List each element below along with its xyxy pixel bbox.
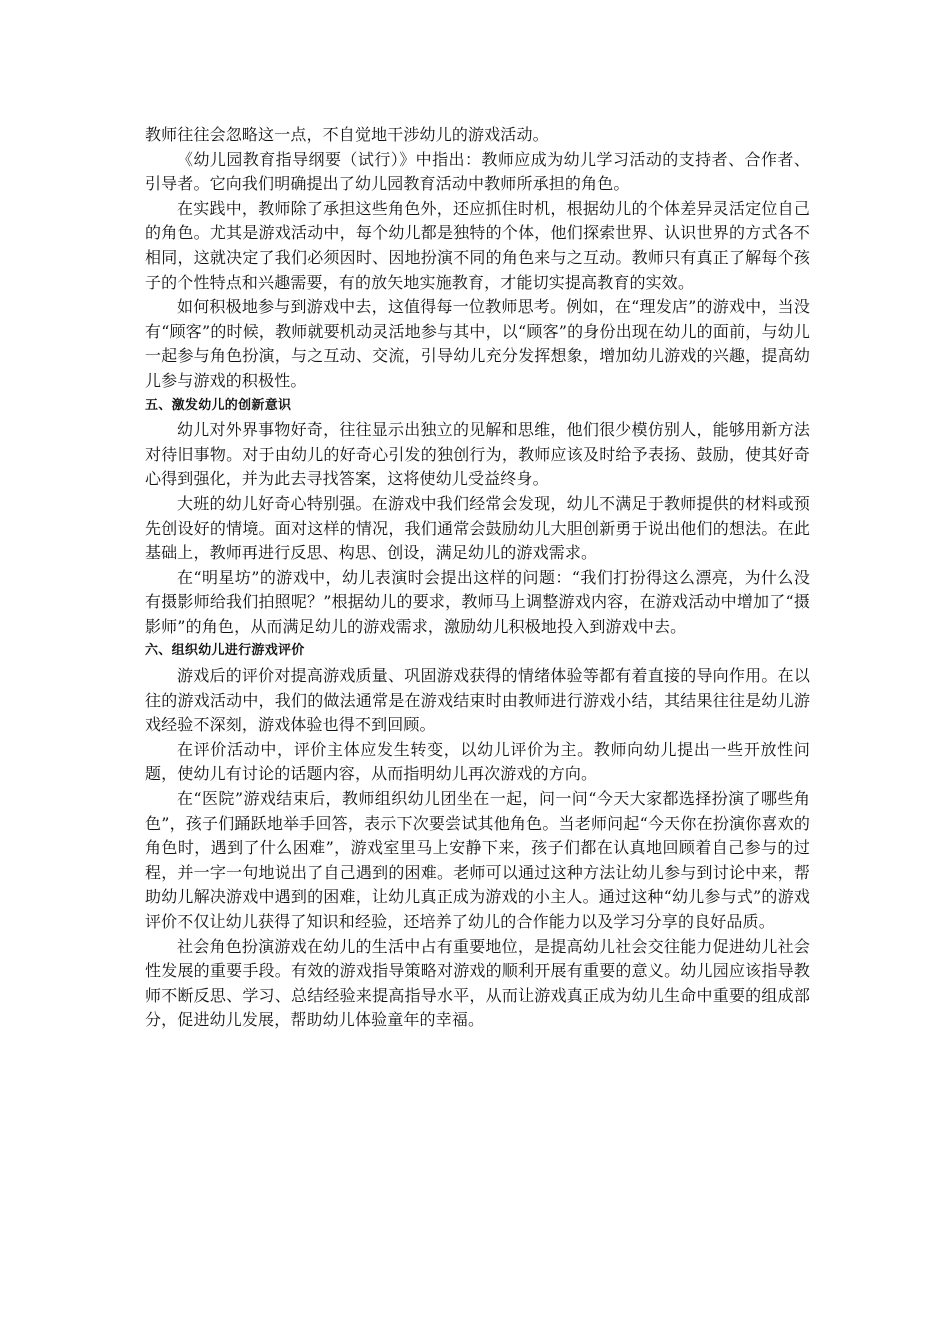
paragraph-star-workshop-example: 在“明星坊”的游戏中，幼儿表演时会提出这样的问题：“我们打扮得这么漂亮，为什么没有摄影师给我们拍照呢？”根据幼儿的要求，教师马上调整游戏内容，在游戏活动中增加了“摄影师”的角色，从而满足幼儿的游戏需求，激励幼儿积极地投入到游戏中去。 [145, 567, 810, 636]
section-heading-innovation: 五、激发幼儿的创新意识 [145, 397, 292, 413]
paragraph-curiosity: 幼儿对外界事物好奇，往往显示出独立的见解和思维，他们很少模仿别人，能够用新方法对待旧事物。对于由幼儿的好奇心引发的独创行为，教师应该及时给予表扬、鼓励，使其好奇心得到强化，并为此去寻找答案，这将使幼儿受益终身。 [145, 420, 810, 489]
paragraph-teacher-role: 在实践中，教师除了承担这些角色外，还应抓住时机，根据幼儿的个体差异灵活定位自己的角色。尤其是游戏活动中，每个幼儿都是独特的个体，他们探索世界、认识世界的方式各不相同，这就决定了我们必须因时、因地扮演不同的角色来与之互动。教师只有真正了解每个孩子的个性特点和兴趣需要，有的放矢地实施教育，才能切实提高教育的实效。 [145, 198, 810, 292]
paragraph-evaluation-subject: 在评价活动中，评价主体应发生转变，以幼儿评价为主。教师向幼儿提出一些开放性问题，使幼儿有讨论的话题内容，从而指明幼儿再次游戏的方向。 [145, 739, 810, 784]
document-page [145, 123, 810, 1033]
paragraph-continuation: 教师往往会忽略这一点，不自觉地干涉幼儿的游戏活动。 [145, 125, 549, 144]
paragraph-barbershop-example: 如何积极地参与到游戏中去，这值得每一位教师思考。例如，在“理发店”的游戏中，当没有“顾客”的时候，教师就要机动灵活地参与其中，以“顾客”的身份出现在幼儿的面前，与幼儿一起参与角色扮演，与之互动、交流，引导幼儿充分发挥想象，增加幼儿游戏的兴趣，提高幼儿参与游戏的积极性。 [145, 297, 810, 390]
paragraph-guideline-quote: 《幼儿园教育指导纲要（试行）》中指出：教师应成为幼儿学习活动的支持者、合作者、引导者。它向我们明确提出了幼儿园教育活动中教师所承担的角色。 [145, 149, 810, 194]
paragraph-senior-class: 大班的幼儿好奇心特别强。在游戏中我们经常会发现，幼儿不满足于教师提供的材料或预先创设好的情境。面对这样的情况，我们通常会鼓励幼儿大胆创新勇于说出他们的想法。在此基础上，教师再进行反思、构思、创设，满足幼儿的游戏需求。 [145, 493, 810, 563]
section-heading-evaluation: 六、组织幼儿进行游戏评价 [145, 643, 305, 659]
paragraph-evaluation-role: 游戏后的评价对提高游戏质量、巩固游戏获得的情绪体验等都有着直接的导向作用。在以往的游戏活动中，我们的做法通常是在游戏结束时由教师进行游戏小结，其结果往往是幼儿游戏经验不深刻，游戏体验也得不到回顾。 [145, 666, 810, 735]
paragraph-hospital-example: 在“医院”游戏结束后，教师组织幼儿团坐在一起，问一问“今天大家都选择扮演了哪些角色”，孩子们踊跃地举手回答，表示下次要尝试其他角色。当老师问起“今天你在扮演你喜欢的角色时，遇到了什么困难”，游戏室里马上安静下来，孩子们都在认真地回顾着自己参与的过程，并一字一句地说出了自己遇到的困难。老师可以通过这种方法让幼儿参与到讨论中来，帮助幼儿解决游戏中遇到的困难，让幼儿真正成为游戏的小主人。通过这种“幼儿参与式”的游戏评价不仅让幼儿获得了知识和经验，还培养了幼儿的合作能力以及学习分享的良好品质。 [145, 789, 810, 931]
paragraph-conclusion: 社会角色扮演游戏在幼儿的生活中占有重要地位，是提高幼儿社会交往能力促进幼儿社会性发展的重要手段。有效的游戏指导策略对游戏的顺利开展有重要的意义。幼儿园应该指导教师不断反思、学习、总结经验来提高指导水平，从而让游戏真正成为幼儿生命中重要的组成部分，促进幼儿发展，帮助幼儿体验童年的幸福。 [145, 936, 810, 1030]
